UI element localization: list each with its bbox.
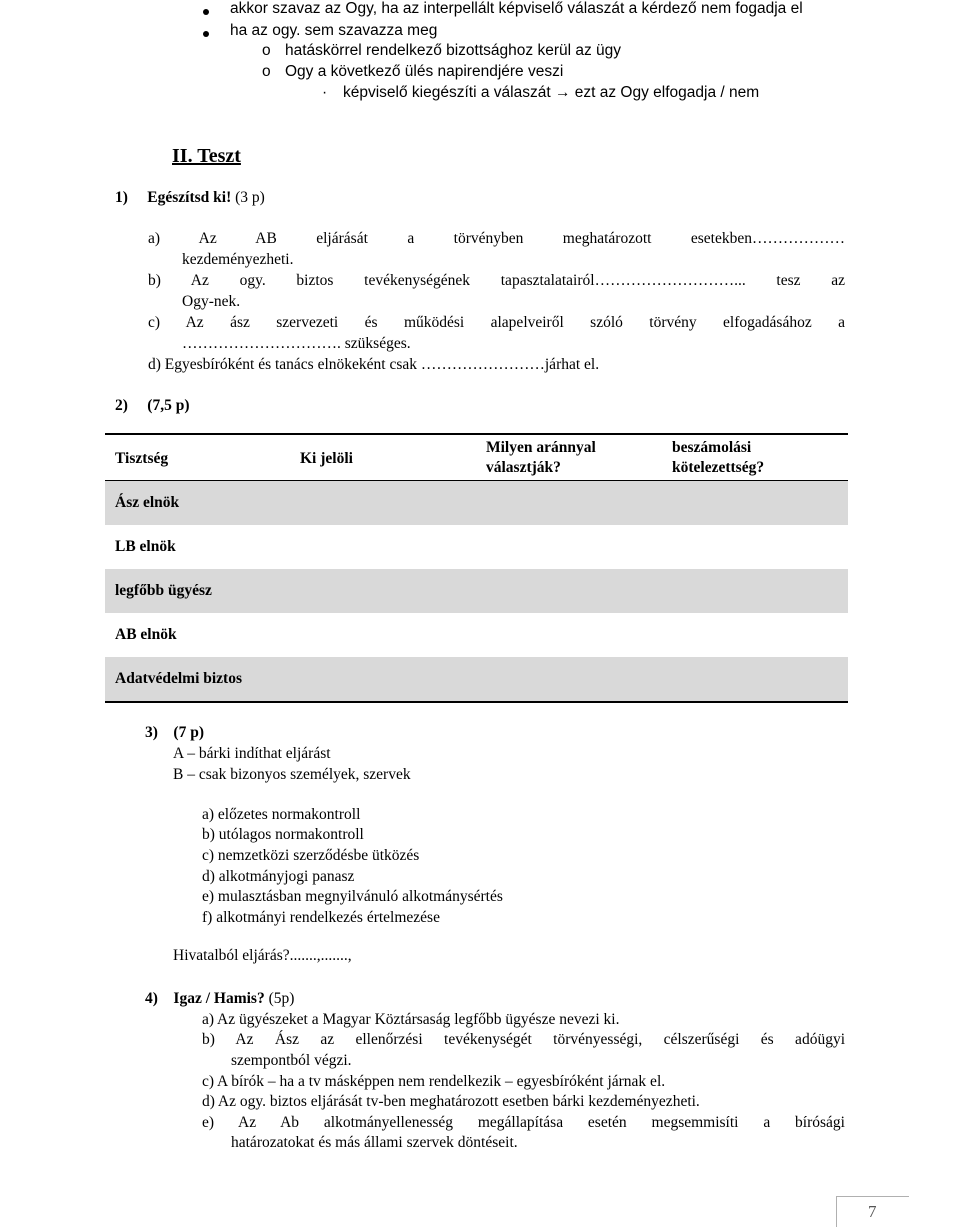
- q4-a: a) Az ügyészeket a Magyar Köztársaság legfőbb ügyésze nevezi ki.: [202, 1011, 620, 1028]
- table-row-shade: [105, 481, 848, 525]
- q1-b-line1: b) Az ogy. biztos tevékenységének tapasztalatairól………………………... tesz az: [148, 272, 845, 289]
- q1-b-line2: Ogy-nek.: [182, 293, 241, 310]
- page-number: 7: [868, 1202, 877, 1221]
- q4-b-line1: b) Az Ász az ellenőrzési tevékenységét törvényességi, célszerűségi és adóügyi: [202, 1031, 845, 1048]
- table-row-lb-elnok: LB elnök: [115, 538, 176, 555]
- q1-d-line: d) Egyesbíróként és tanács elnökeként csak ……………………járhat el.: [148, 356, 600, 373]
- q3-line-b: B – csak bizonyos személyek, szervek: [173, 766, 411, 783]
- q4-number: 4): [145, 990, 158, 1007]
- q1-heading: [115, 189, 265, 207]
- sub-sub-text-b: ezt az Ogy elfogadja / nem: [574, 84, 760, 101]
- q3-line-a: A – bárki indíthat eljárást: [173, 745, 331, 762]
- bullet-text-1: akkor szavaz az Ogy, ha az interpellált képviselő válaszát a kérdező nem fogadja el: [230, 0, 803, 17]
- q1-points: (3 p): [235, 189, 265, 206]
- q1-c-line2: …………………………. szükséges.: [182, 335, 411, 352]
- q3-item-e: e) mulasztásban megnyilvánuló alkotmánysértés: [202, 888, 503, 905]
- table-row-asz-elnok: Ász elnök: [115, 494, 180, 511]
- bullet-icon: [203, 31, 209, 37]
- q4-b-line2: szempontból végzi.: [231, 1052, 352, 1069]
- table-bottom-rule: [105, 701, 848, 703]
- q3-item-a: a) előzetes normakontroll: [202, 806, 361, 823]
- sub-bullet-text-1: hatáskörrel rendelkező bizottsághoz kerül az ügy: [285, 42, 622, 59]
- q2-heading: [115, 397, 190, 415]
- q1-a-line1: a) Az AB eljárását a törvényben meghatározott esetekben………………: [148, 230, 845, 247]
- q1-title: Egészítsd ki!: [147, 189, 232, 206]
- q4-e-line2: határozatokat és más állami szervek döntéseit.: [231, 1134, 518, 1151]
- sub-sub-text-a: képviselő kiegészíti a válaszát: [343, 84, 551, 101]
- table-header-tisztseg: Tisztség: [115, 450, 169, 467]
- bullet-icon: [203, 9, 209, 15]
- table-row-adatvedelmi-biztos: Adatvédelmi biztos: [115, 670, 243, 687]
- q3-item-d: d) alkotmányjogi panasz: [202, 868, 355, 885]
- q4-e-line1: e) Az Ab alkotmányellenesség megállapítása esetén megsemmisíti a bírósági: [202, 1114, 845, 1131]
- sub-bullet-marker: o: [262, 63, 271, 80]
- q3-item-c: c) nemzetközi szerződésbe ütközés: [202, 847, 420, 864]
- q4-d: d) Az ogy. biztos eljárását tv-ben meghatározott esetben bárki kezdeményezheti.: [202, 1093, 700, 1110]
- table-row-shade: [105, 569, 848, 613]
- q4-points: (5p): [268, 990, 295, 1007]
- q4-heading: [145, 990, 294, 1008]
- q3-number: 3): [145, 724, 158, 741]
- dot-marker: ·: [322, 84, 328, 101]
- table-header-arany-2: választják?: [486, 459, 561, 476]
- table-header-beszamolas-1: beszámolási: [672, 439, 752, 456]
- q4-c: c) A bírók – ha a tv másképpen nem rendelkezik – egyesbíróként járnak el.: [202, 1073, 666, 1090]
- q3-item-b: b) utólagos normakontroll: [202, 826, 364, 843]
- q1-number: 1): [115, 189, 128, 206]
- table-row-ab-elnok: AB elnök: [115, 626, 177, 643]
- table-header-arany-1: Milyen aránnyal: [486, 439, 596, 456]
- sub-bullet-marker: o: [262, 42, 271, 59]
- q1-a-line2: kezdeményezheti.: [182, 251, 294, 268]
- sub-sub-text: [343, 84, 759, 102]
- q2-number: 2): [115, 397, 128, 414]
- q3-heading: [145, 724, 204, 742]
- q4-title: Igaz / Hamis?: [173, 990, 265, 1007]
- table-header-ki-jeloli: Ki jelöli: [300, 450, 353, 467]
- table-header-beszamolas-2: kötelezettség?: [672, 459, 765, 476]
- q2-points: (7,5 p): [147, 397, 190, 414]
- section-title: II. Teszt: [172, 145, 241, 167]
- q3-hivatalbol: Hivatalból eljárás?.......,.......,: [173, 947, 352, 964]
- bullet-text-2: ha az ogy. sem szavazza meg: [230, 22, 438, 39]
- sub-bullet-text-2: Ogy a következő ülés napirendjére veszi: [285, 63, 564, 80]
- table-top-rule: [105, 433, 848, 435]
- q3-item-f: f) alkotmányi rendelkezés értelmezése: [202, 909, 440, 926]
- q1-c-line1: c) Az ász szervezeti és működési alapelveiről szóló törvény elfogadásához a: [148, 314, 845, 331]
- table-row-legfobb-ugyesz: legfőbb ügyész: [115, 582, 212, 599]
- arrow-right-icon: →: [554, 84, 571, 101]
- q3-points: (7 p): [173, 724, 204, 741]
